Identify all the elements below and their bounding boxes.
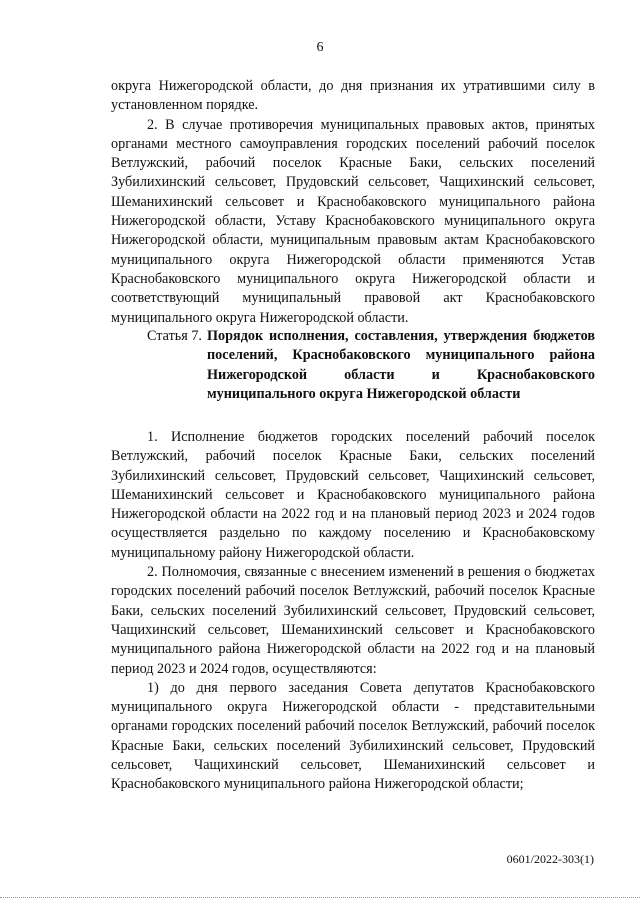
paragraph-continuation: округа Нижегородской области, до дня признания их утратившими силу в установленном порядке. xyxy=(111,78,595,114)
page-number: 6 xyxy=(316,40,324,55)
article-label: Статья 7. xyxy=(147,328,202,344)
paragraph-2-conflict: 2. В случае противоречия муниципальных правовых актов, принятых органами местного самоуправления городских поселений рабочий поселок Ветлужский, рабочий поселок Красные Баки, сельских поселений Зубилихинский сельсовет, Прудовский сельсовет, Чащихинский сельсовет, Шеманихинский сельсовет и Краснобаковского муниципального района Нижегородской области, Уставу Краснобаковского муниципального округа Нижегородской области, муниципальным правовым актам Краснобаковского муниципального округа Нижегородской области применяются Устав Краснобаковского муниципального округа Нижегородской области и соответствующий муниципальный правовой акт Краснобаковского муниципального округа Нижегородской области. xyxy=(111,116,595,326)
article-7-body xyxy=(111,428,595,795)
page-edge-divider xyxy=(0,897,640,899)
paragraph-subitem-1: 1) до дня первого заседания Совета депутатов Краснобаковского муниципального округа Нижегородской области - представительными органами городских поселений рабочий поселок Ветлужский, рабочий поселок Красные Баки, сельских поселений Зубилихинский сельсовет, Прудовский сельсовет, Чащихинский сельсовет, Шеманихинский сельсовет и Краснобаковского муниципального района Нижегородской области; xyxy=(111,679,595,793)
paragraph-1-execution: 1. Исполнение бюджетов городских поселений рабочий поселок Ветлужский, рабочий поселок Красные Баки, сельских поселений Зубилихинский сельсовет, Прудовский сельсовет, Чащихинский сельсовет, Шеманихинский сельсовет и Краснобаковского муниципального района Нижегородской области на 2022 год и на плановый период 2023 и 2024 годов осуществляется раздельно по каждому поселению и Краснобаковскому муниципальному району Нижегородской области. xyxy=(111,429,595,561)
document-code: 0601/2022-303(1) xyxy=(506,852,594,866)
article-title: Порядок исполнения, составления, утверждения бюджетов поселений, Краснобаковского муниципального района Нижегородской области и Краснобаковского муниципального округа Нижегородской области xyxy=(207,328,595,402)
paragraph-2-powers: 2. Полномочия, связанные с внесением изменений в решения о бюджетах городских поселений рабочий поселок Ветлужский, рабочий поселок Красные Баки, сельских поселений Зубилихинский сельсовет, Прудовский сельсовет, Чащихинский сельсовет, Шеманихинский сельсовет и Краснобаковского муниципального района Нижегородской области на 2022 год и на плановый период 2023 и 2024 годов, осуществляются: xyxy=(111,564,595,677)
section-continuation xyxy=(111,77,595,328)
